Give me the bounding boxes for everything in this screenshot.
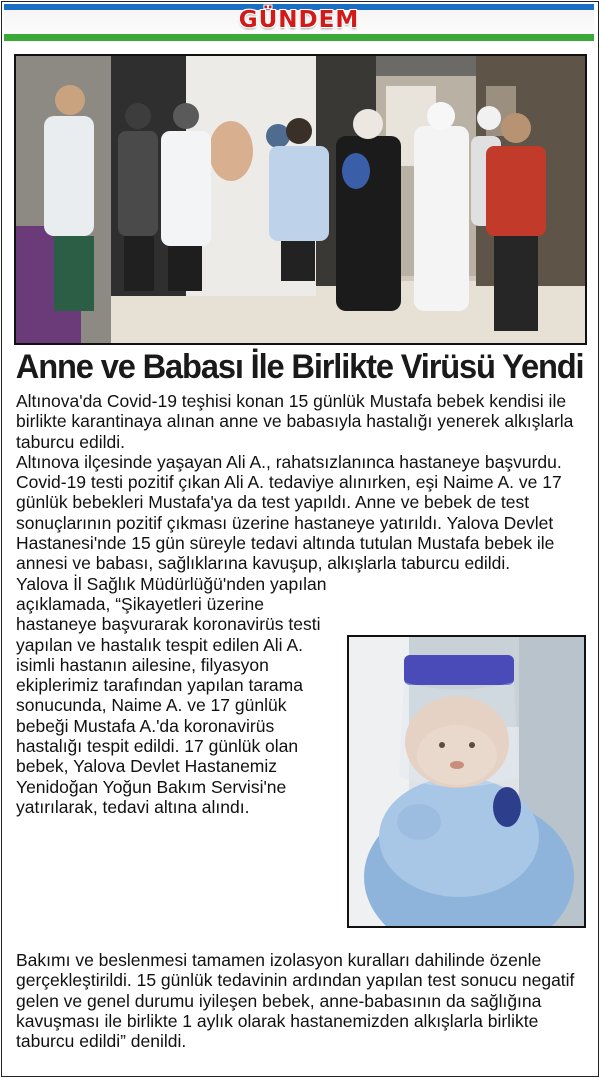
- article-paragraph: Bakımı ve beslenmesi tamamen izolasyon kuralları dahilinde özenle gerçekleştirildi. 15 günlük tedavinin ardından yapılan test sonucu negatif gelen ve genel durumu iyileşen bebek, anne-babasının da sağlığına kavuşması ile birlikte 1 aylık olarak hastanemizden alkışlarla birlikte taburcu edildi” denildi.: [16, 950, 575, 1052]
- article-paragraph: Yalova İl Sağlık Müdürlüğü'nden yapılan açıklamada, “Şikayetleri üzerine hastaneye başvurarak koronavirüs testi yapılan ve hastalık tespit edilen Ali A. isimli hastanın ailesine, filyasyon ekiplerimiz tarafından yapılan tarama sonucunda, Naime A. ve 17 günlük bebeği Mustafa A.'da koronavirüs hastalığı tespit edildi. 17 günlük olan bebek, Yalova Devlet Hastanemiz Yenidoğan Yoğun Bakım Servisi'ne yatırılarak, tedavi altına alındı.: [16, 573, 327, 817]
- section-header: [4, 4, 594, 42]
- section-title: GÜNDEM: [238, 7, 360, 33]
- baby-face-shield-photo: [347, 635, 586, 928]
- article-paragraph: Altınova ilçesinde yaşayan Ali A., rahatsızlanınca hastaneye başvurdu. Covid-19 testi pozitif çıkan Ali A. tedaviye alınırken, eşi Naime A. ve 17 günlük bebekleri Mustafa'ya da test yapıldı. Anne ve bebek de test sonuçlarının pozitif çıkması üzerine hastaneye yatırıldı. Yalova Devlet Hastanesi'nde 15 gün süreyle tedavi altında tutulan Mustafa bebek ile annesi ve babası, sağlıklarına kavuşup, alkışlarla taburcu edildi.: [16, 451, 562, 574]
- article-headline: Anne ve Babası İle Birlikte Virüsü Yendi: [15, 348, 584, 386]
- header-green-band: [4, 34, 594, 41]
- article-lead: Altınova'da Covid-19 teşhisi konan 15 günlük Mustafa bebek kendisi ile birlikte karantinaya alınan anne ve babasıyla hastalığı yenerek alkışlarla taburcu edildi.: [16, 391, 574, 452]
- article-body-continued: [16, 950, 588, 1051]
- hospital-staff-photo: [14, 54, 587, 345]
